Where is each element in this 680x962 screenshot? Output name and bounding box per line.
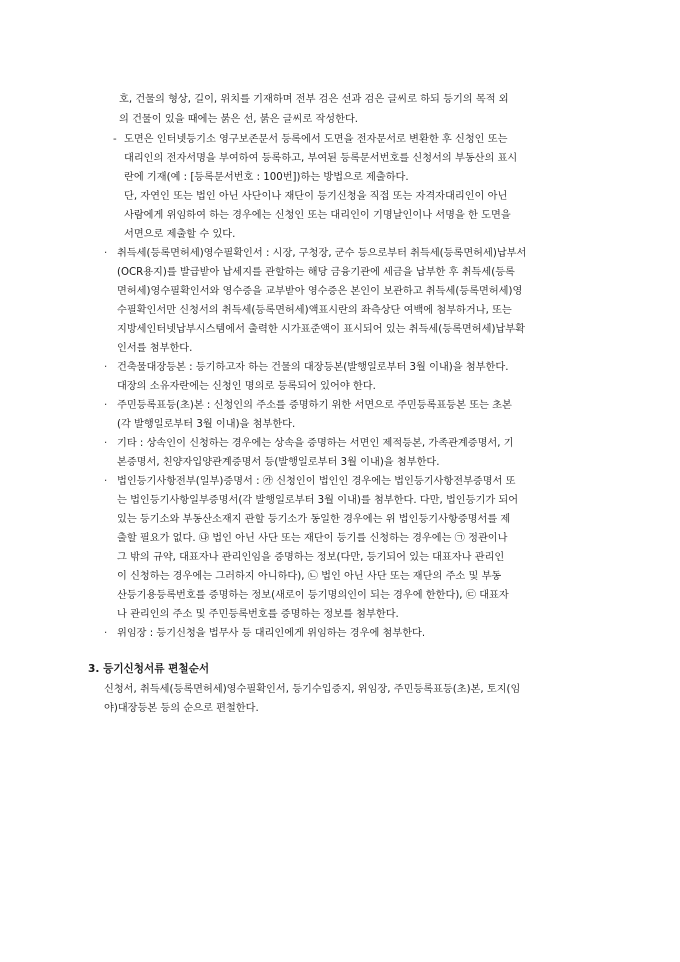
section-heading: 3. 등기신청서류 편철순서 [88, 663, 210, 675]
bullet-marker: · [104, 438, 108, 449]
text-line: 위임장 : 등기신청을 법무사 등 대리인에게 위임하는 경우에 첨부한다. [117, 628, 426, 639]
text-line: 수필확인서만 신청서의 취득세(등록면허세)액표시란의 좌측상단 여백에 첨부하거나, 또는 [117, 305, 512, 316]
text-line: 건축물대장등본 : 등기하고자 하는 건물의 대장등본(발행일로부터 3월 이내)을 첨부한다. [117, 362, 509, 373]
text-line: 산등기용등록번호를 증명하는 정보(새로이 등기명의인이 되는 경우에 한한다), ㉢ 대표자 [117, 590, 509, 601]
text-line: 지방세인터넷납부시스템에서 출력한 시가표준액이 표시되어 있는 취득세(등록면허세)납부확 [117, 324, 525, 335]
text-line: 도면은 인터넷등기소 영구보존문서 등록에서 도면을 전자문서로 변환한 후 신청인 또는 [124, 134, 508, 145]
text-line: 출할 필요가 없다. ㉯ 법인 아닌 사단 또는 재단이 등기를 신청하는 경우에는 ㉠ 정관이나 [117, 533, 508, 544]
text-line: 주민등록표등(초)본 : 신청인의 주소를 증명하기 위한 서면으로 주민등록표등본 또는 초본 [117, 400, 512, 411]
text-line: 단, 자연인 또는 법인 아닌 사단이나 재단이 등기신청을 직접 또는 자격자대리인이 아닌 [124, 191, 508, 202]
bullet-marker: · [104, 362, 108, 373]
bullet-marker: · [104, 400, 108, 411]
text-line: 본증명서, 친양자입양관계증명서 등(발행일로부터 3월 이내)을 첨부한다. [117, 457, 440, 468]
text-line: 법인등기사항전부(일부)증명서 : ㉮ 신청인이 법인인 경우에는 법인등기사항전부증명서 또 [117, 476, 516, 487]
text-line: 나 관리인의 주소 및 주민등록번호를 증명하는 정보를 첨부한다. [117, 609, 399, 620]
text-line: (OCR용지)를 발급받아 납세지를 관할하는 해당 금융기관에 세금을 납부한 후 취득세(등록 [117, 267, 515, 278]
text-line: 의 건물이 있을 때에는 붉은 선, 붉은 글씨로 작성한다. [119, 114, 359, 125]
text-line: (각 발행일로부터 3월 이내)을 첨부한다. [117, 419, 296, 430]
text-line: 란에 기재(예 : [등록문서번호 : 100번])하는 방법으로 제출하다. [124, 172, 409, 183]
dash-marker: - [113, 134, 117, 145]
bullet-marker: · [104, 476, 108, 487]
text-line: 기타 : 상속인이 신청하는 경우에는 상속을 증명하는 서면인 제적등본, 가족관계증명서, 기 [117, 438, 514, 449]
text-line: 호, 건물의 형상, 길이, 위치를 기재하며 전부 검은 선과 검은 글씨로 하되 등기의 목적 외 [119, 94, 509, 105]
text-line: 취득세(등록면허세)영수필확인서 : 시장, 구청장, 군수 등으로부터 취득세(등록면허세)납부서 [117, 248, 527, 259]
text-line: 신청서, 취득세(등록면허세)영수필확인서, 등기수입증지, 위임장, 주민등록표등(초)본, 토지(임 [104, 684, 521, 695]
text-line: 대장의 소유자란에는 신청인 명의로 등록되어 있어야 한다. [117, 381, 376, 392]
text-line: 사람에게 위임하여 하는 경우에는 신청인 또는 대리인이 기명날인이나 서명을 한 도면을 [124, 210, 511, 221]
text-line: 야)대장등본 등의 순으로 편철한다. [104, 703, 259, 714]
text-line: 면허세)영수필확인서와 영수증을 교부받아 영수증은 본인이 보관하고 취득세(등록면허세)영 [117, 286, 523, 297]
text-line: 있는 등기소와 부동산소재지 관할 등기소가 동일한 경우에는 위 법인등기사항증명서를 제 [117, 514, 511, 525]
text-line: 는 법인등기사항일부증명서(각 발행일로부터 3월 이내)를 첨부한다. 다만, 법인등기가 되어 [117, 495, 519, 506]
bullet-marker: · [104, 248, 108, 259]
bullet-marker: · [104, 628, 108, 639]
text-line: 그 밖의 규약, 대표자나 관리인임을 증명하는 정보(다만, 등기되어 있는 대표자나 관리인 [117, 552, 505, 563]
text-line: 대리인의 전자서명을 부여하여 등록하고, 부여된 등록문서번호를 신청서의 부동산의 표시 [124, 153, 518, 164]
text-line: 서면으로 제출할 수 있다. [124, 229, 236, 240]
text-line: 이 신청하는 경우에는 그러하지 아니하다), ㉡ 법인 아닌 사단 또는 재단의 주소 및 부동 [117, 571, 502, 582]
text-line: 인서를 첨부한다. [117, 343, 193, 354]
